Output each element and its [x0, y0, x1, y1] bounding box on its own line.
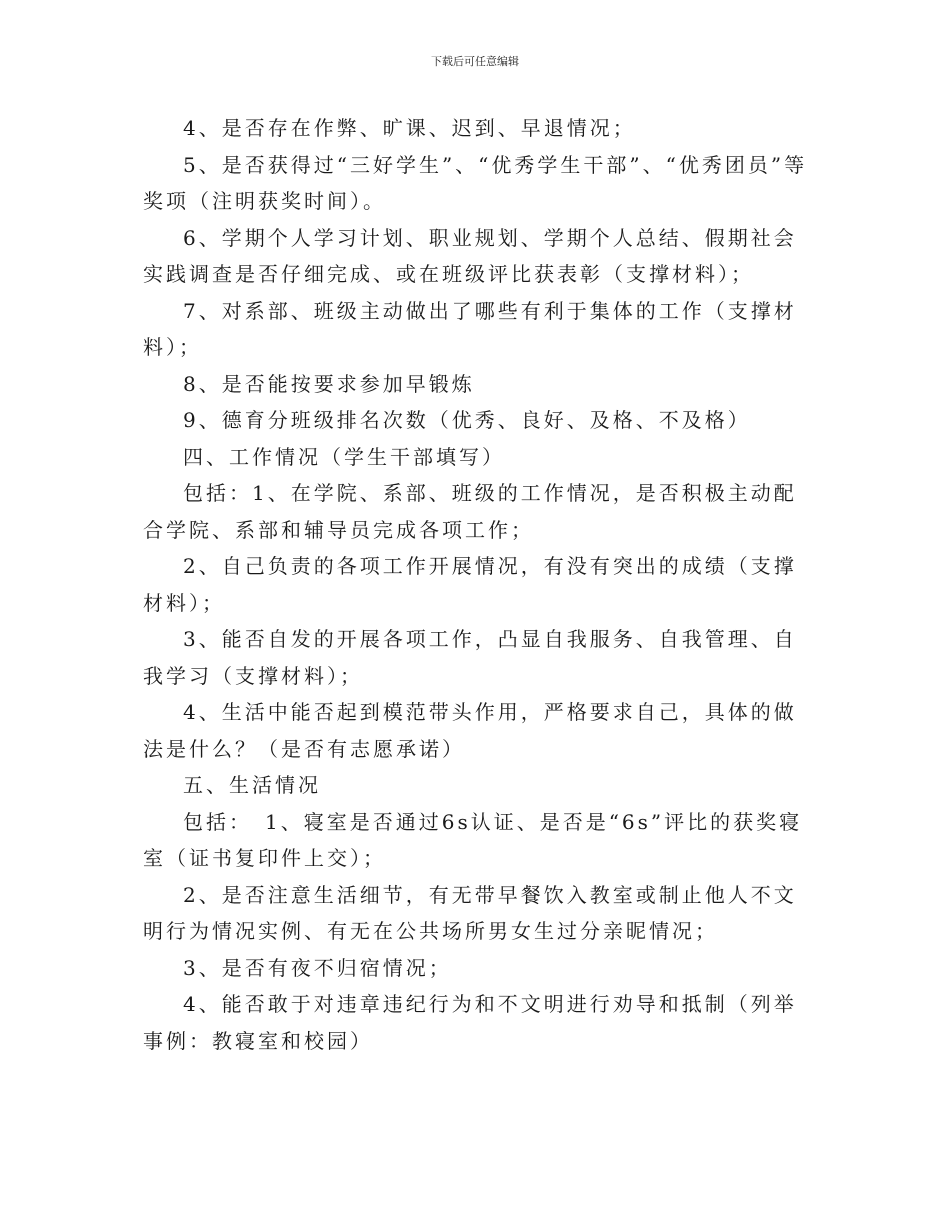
- paragraph-work-4: 4、生活中能否起到模范带头作用，严格要求自己，具体的做法是什么？（是否有志愿承诺）: [143, 700, 797, 761]
- paragraph-work-2: 2、自己负责的各项工作开展情况，有没有突出的成绩（支撑材料）；: [143, 554, 797, 615]
- section-heading-life: 五、生活情况: [183, 773, 321, 797]
- page-header: 下载后可任意编辑: [431, 55, 519, 68]
- paragraph-item-8-morning-exercise: 8、是否能按要求参加早锻炼: [183, 371, 475, 396]
- paragraph-item-7-collective-work: 7、对系部、班级主动做出了哪些有利于集体的工作（支撑材料）；: [143, 298, 797, 359]
- paragraph-life-3: 3、是否有夜不归宿情况；: [183, 955, 452, 980]
- paragraph-item-4-cheating: 4、是否存在作弊、旷课、迟到、早退情况；: [183, 116, 636, 140]
- document-body: [143, 110, 815, 1059]
- paragraph-item-5-awards: 5、是否获得过“三好学生”、“优秀学生干部”、“优秀团员”等奖项（注明获奖时间）。: [143, 152, 808, 213]
- paragraph-life-4: 4、能否敢于对违章违纪行为和不文明进行劝导和抵制（列举事例：教寝室和校园）: [143, 992, 797, 1053]
- paragraph-item-9-moral-ranking: 9、德育分班级排名次数（优秀、良好、及格、不及格）: [183, 408, 751, 432]
- paragraph-work-3: 3、能否自发的开展各项工作，凸显自我服务、自我管理、自我学习（支撑材料）；: [143, 627, 797, 688]
- paragraph-life-1: 包括： 1、寝室是否通过6s认证、是否是“6s”评比的获奖寝室（证书复印件上交）；: [143, 809, 803, 870]
- section-heading-work: 四、工作情况（学生干部填写）: [183, 444, 505, 469]
- paragraph-work-1: 包括：1、在学院、系部、班级的工作情况，是否积极主动配合学院、系部和辅导员完成各项工作；: [143, 481, 797, 542]
- paragraph-life-2: 2、是否注意生活细节，有无带早餐饮入教室或制止他人不文明行为情况实例、有无在公共场所男女生过分亲昵情况；: [143, 882, 797, 943]
- paragraph-item-6-study-plan: 6、学期个人学习计划、职业规划、学期个人总结、假期社会实践调查是否仔细完成、或在班级评比获表彰（支撑材料）；: [143, 225, 797, 286]
